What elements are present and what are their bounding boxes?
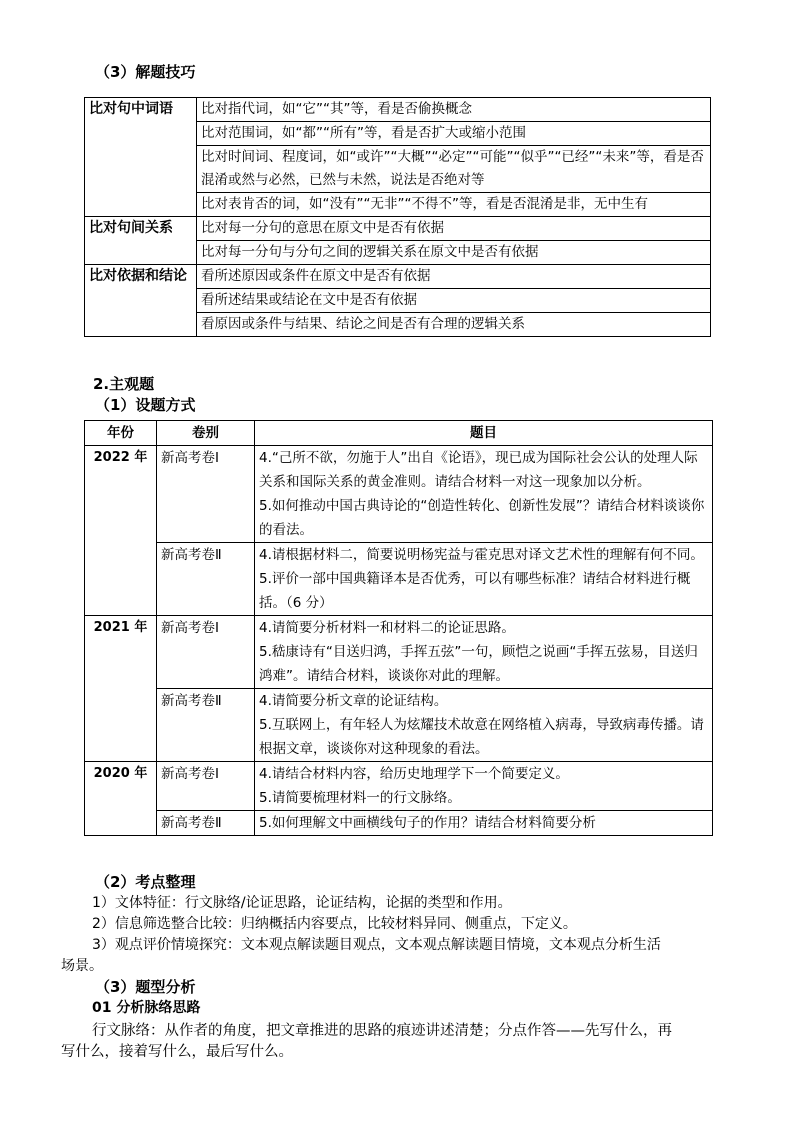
question: 4.“己所不欲，勿施于人”出自《论语》，现已成为国际社会公认的处理人际关系和国际关系的黄金准则。请结合材料一对这一现象加以分析。 (259, 450, 698, 490)
row-paper: 新高考卷Ⅱ (157, 811, 255, 836)
row-paper: 新高考卷Ⅰ (157, 446, 255, 543)
skill-item: 比对指代词，如“它”“其”等，看是否偷换概念 (197, 98, 711, 122)
point-line: 1）文体特征：行文脉络/论证思路，论证结构，论据的类型和作用。 (92, 895, 512, 911)
row-paper: 新高考卷Ⅰ (157, 762, 255, 811)
points-title: （2）考点整理 (95, 873, 196, 891)
skill-item: 比对范围词，如“都”“所有”等，看是否扩大或缩小范围 (197, 122, 711, 146)
skill-category: 比对依据和结论 (85, 265, 197, 337)
skill-category: 比对句中词语 (85, 98, 197, 217)
row-questions (255, 543, 713, 616)
skill-item: 比对每一分句与分句之间的逻辑关系在原文中是否有依据 (197, 241, 711, 265)
row-year: 2021 年 (85, 616, 157, 762)
exam-table (84, 420, 713, 836)
question: 5.嵇康诗有“目送归鸿，手挥五弦”一句，顾恺之说画“手挥五弦易，目送归鸿难”。请结合材料，谈谈你对此的理解。 (259, 644, 698, 684)
skills-table (84, 97, 711, 337)
header-question: 题目 (255, 421, 713, 446)
analysis-text: 写什么，接着写什么，最后写什么。 (61, 1044, 293, 1060)
skill-item: 看所述原因或条件在原文中是否有依据 (197, 265, 711, 289)
header-paper: 卷别 (157, 421, 255, 446)
setting-title: （1）设题方式 (95, 396, 196, 414)
question: 5.请简要梳理材料一的行文脉络。 (259, 790, 461, 806)
row-year: 2020 年 (85, 762, 157, 836)
point-line: 3）观点评价情境探究：文本观点解读题目观点，文本观点解读题目情境，文本观点分析生活 (92, 937, 661, 953)
section-title-skills: （3）解题技巧 (95, 63, 196, 81)
skill-category: 比对句间关系 (85, 217, 197, 265)
point-line: 2）信息筛选整合比较：归纳概括内容要点，比较材料异同、侧重点，下定义。 (92, 916, 577, 932)
row-paper: 新高考卷Ⅰ (157, 616, 255, 689)
analysis-text: 行文脉络：从作者的角度，把文章推进的思路的痕迹讲述清楚；分点作答——先写什么，再 (92, 1023, 672, 1039)
row-year: 2022 年 (85, 446, 157, 616)
question: 5.评价一部中国典籍译本是否优秀，可以有哪些标准？请结合材料进行概括。（6 分） (259, 571, 691, 611)
skill-item: 看所述结果或结论在文中是否有依据 (197, 289, 711, 313)
analysis-title: （3）题型分析 (95, 978, 196, 996)
subjective-title: 2.主观题 (93, 375, 155, 393)
point-line: 场景。 (61, 958, 103, 974)
question: 4.请简要分析文章的论证结构。 (259, 693, 448, 709)
row-questions (255, 811, 713, 836)
analysis-subtitle: 01 分析脉络思路 (92, 1000, 201, 1016)
skill-item: 比对时间词、程度词，如“或许”“大概”“必定”“可能”“似乎”“已经”“未来”等，看是否混淆或然与必然，已然与未然，说法是否绝对等 (197, 146, 711, 193)
row-paper: 新高考卷Ⅱ (157, 689, 255, 762)
skill-item: 比对每一分句的意思在原文中是否有依据 (197, 217, 711, 241)
row-questions (255, 616, 713, 689)
question: 5.互联网上，有年轻人为炫耀技术故意在网络植入病毒，导致病毒传播。请根据文章，谈谈你对这种现象的看法。 (259, 717, 704, 757)
question: 4.请根据材料二，简要说明杨宪益与霍克思对译文艺术性的理解有何不同。 (259, 547, 704, 563)
question: 4.请结合材料内容，给历史地理学下一个简要定义。 (259, 766, 569, 782)
row-questions (255, 762, 713, 811)
question: 5.如何推动中国古典诗论的“创造性转化、创新性发展”？请结合材料谈谈你的看法。 (259, 498, 705, 538)
skill-item: 看原因或条件与结果、结论之间是否有合理的逻辑关系 (197, 313, 711, 337)
row-questions (255, 689, 713, 762)
header-year: 年份 (85, 421, 157, 446)
question: 5.如何理解文中画横线句子的作用？请结合材料简要分析 (259, 815, 596, 831)
question: 4.请简要分析材料一和材料二的论证思路。 (259, 620, 515, 636)
row-questions (255, 446, 713, 543)
row-paper: 新高考卷Ⅱ (157, 543, 255, 616)
skill-item: 比对表肯否的词，如“没有”“无非”“不得不”等，看是否混淆是非，无中生有 (197, 193, 711, 217)
